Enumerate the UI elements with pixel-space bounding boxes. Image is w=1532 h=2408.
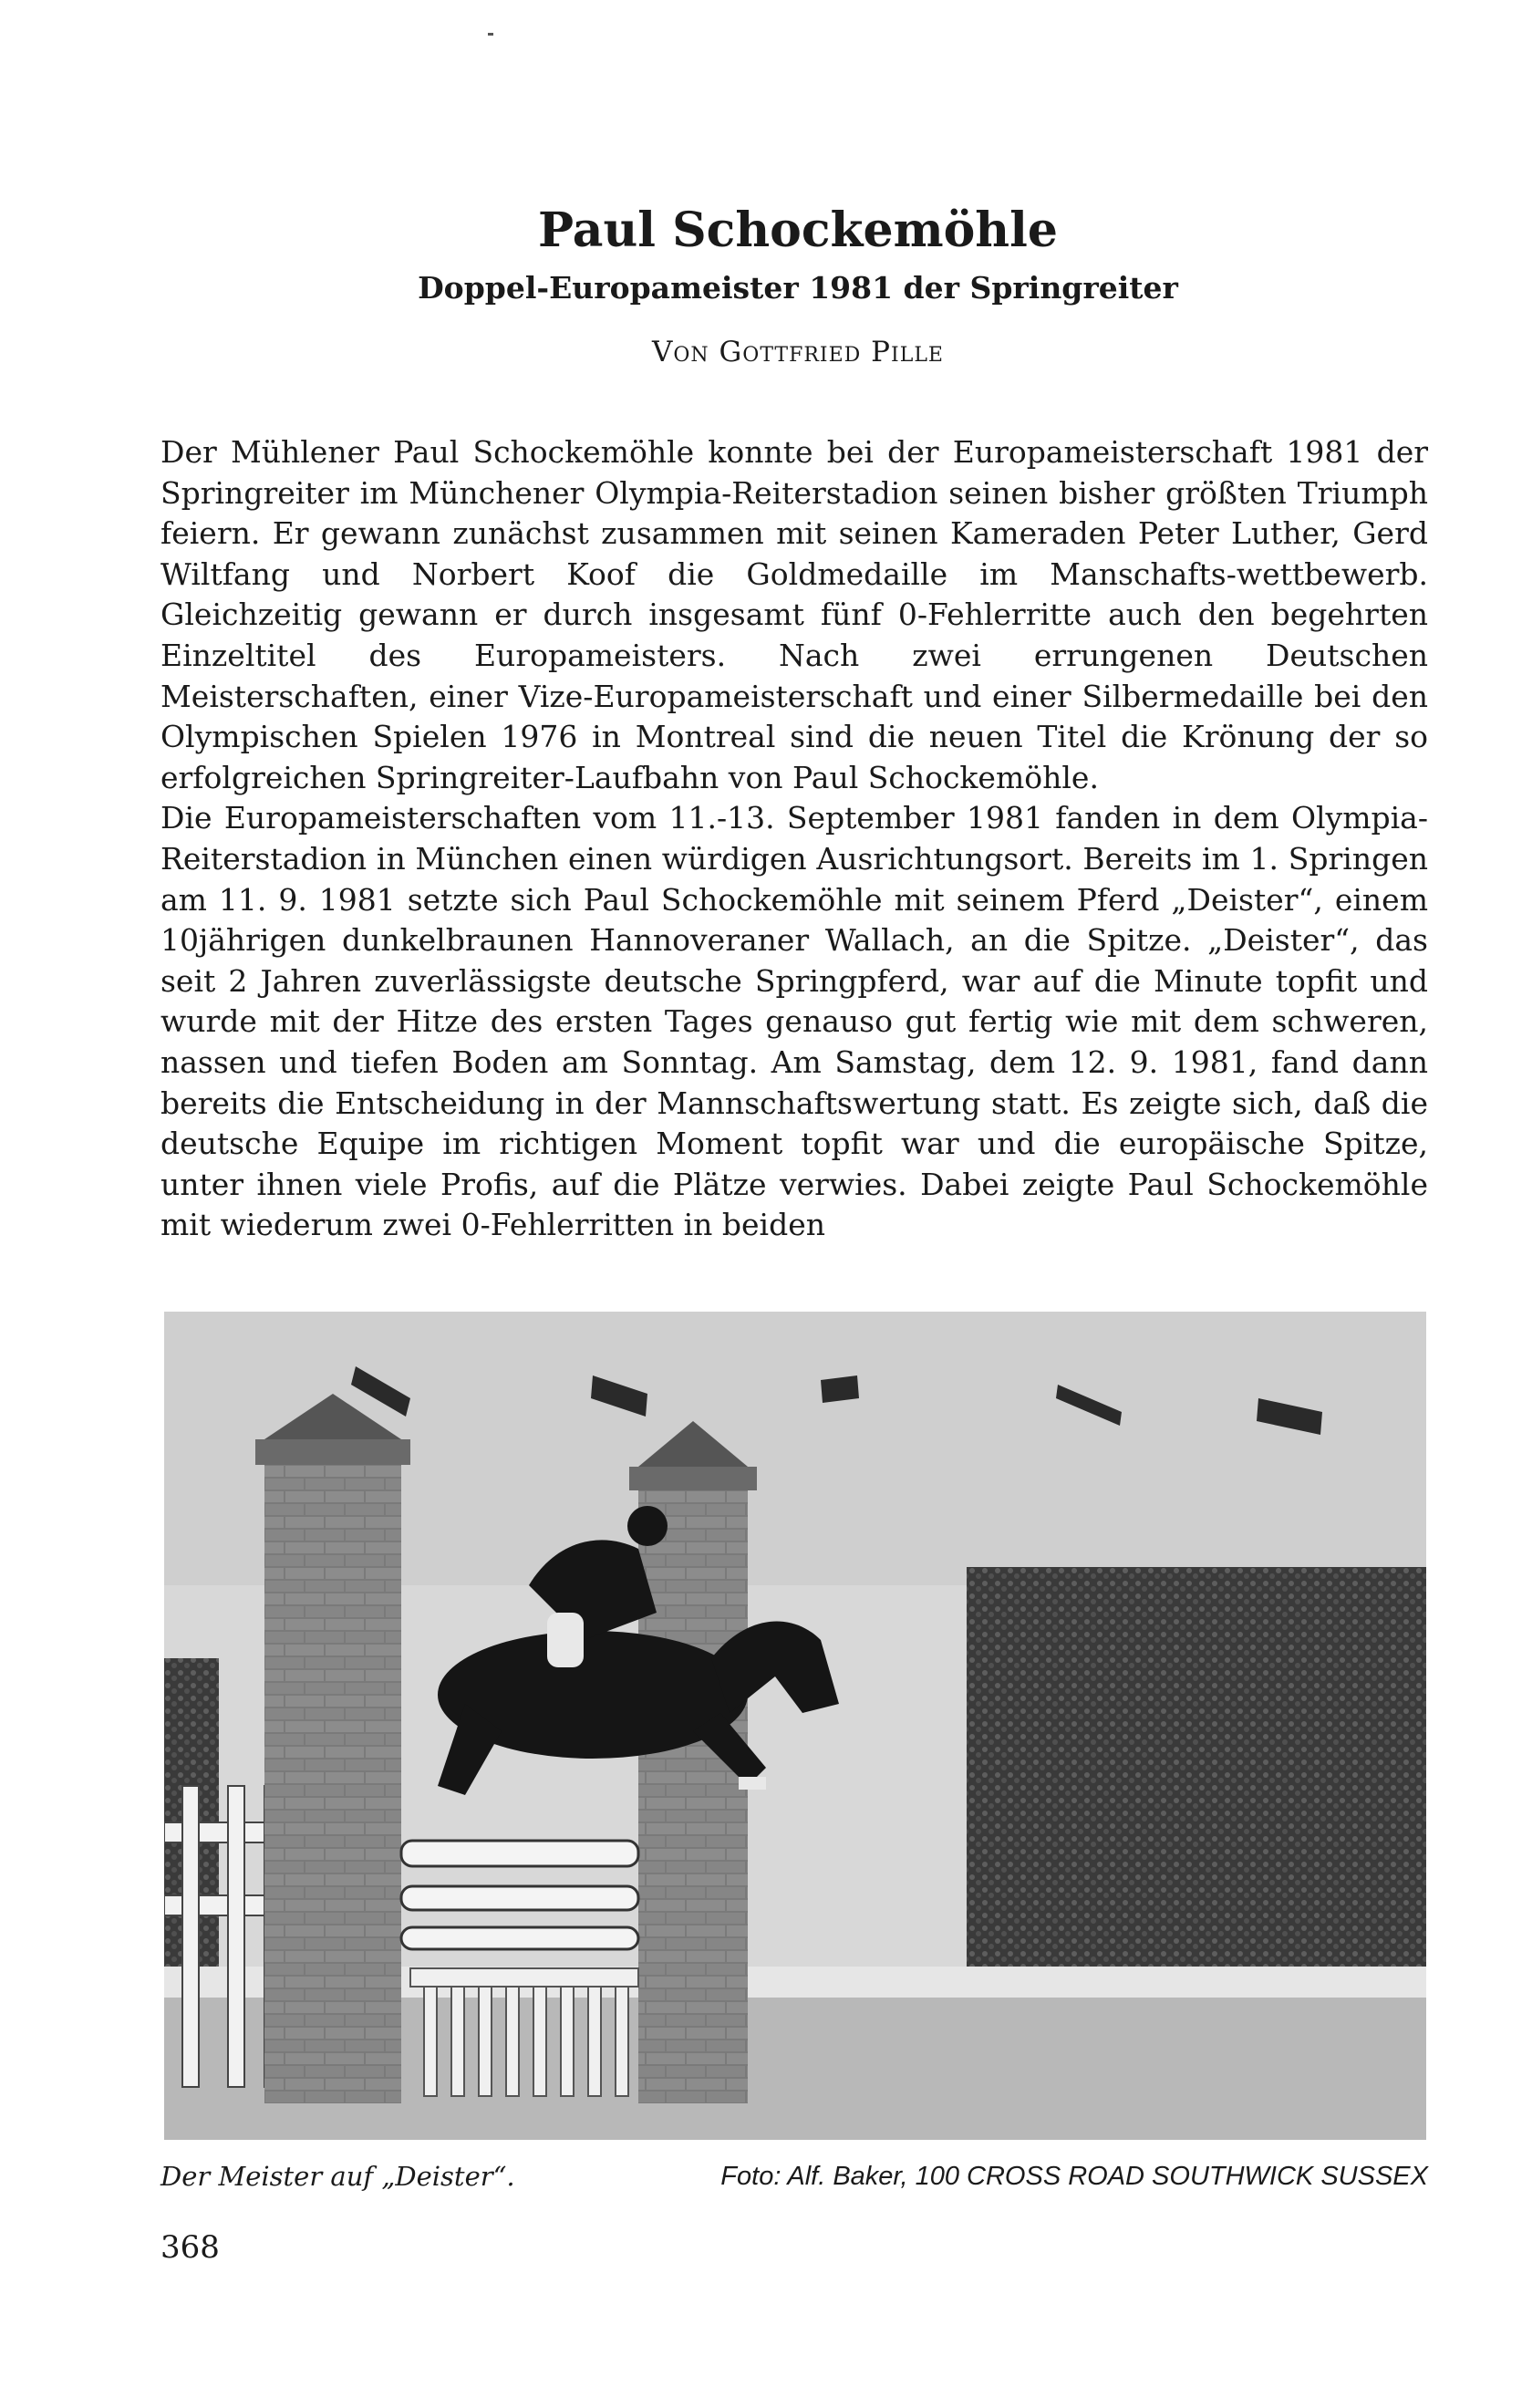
article-byline: Von Gottfried Pille xyxy=(652,336,944,368)
body-paragraph: Die Europameisterschaften vom 11.-13. September 1981 fanden in dem Olympia-Reiterstadion in München einen würdigen Ausrichtungsort. Bereits im 1. Springen am 11. 9. 1981 setzte sich Paul Schockemöhle mit seinem Pferd „Deister“, einem 10jährigen dunkelbraunen Hannoveraner Wallach, an die Spitze. „Deister“, das seit 2 Jahren zuverlässigste deutsche Springpferd, war auf die Minute topfit und wurde mit der Hitze des ersten Tages genauso gut fertig wie mit dem schweren, nassen und tiefen Boden am Sonntag. Am Samstag, dem 12. 9. 1981, fand dann bereits die Entscheidung in der Mannschaftswertung statt. Es zeigte sich, daß die deutsche Equipe im richtigen Moment topfit war und die europäische Spitze, unter ihnen viele Profis, auf die Plätze verwies. Dabei zeigte Paul Schockemöhle mit wiederum zwei 0-Fehlerritten in beiden xyxy=(160,800,1428,1243)
article-title: Paul Schockemöhle xyxy=(538,202,1058,258)
article-body xyxy=(160,432,1428,1246)
body-paragraph: Der Mühlener Paul Schockemöhle konnte bei der Europameisterschaft 1981 der Springreiter im Münchener Olympia-Reiterstadion seinen bisher größten Triumph feiern. Er gewann zunächst zusammen mit seinen Kameraden Peter Luther, Gerd Wiltfang und Norbert Koof die Goldmedaille im Manschafts-wettbewerb. Gleichzeitig gewann er durch insgesamt fünf 0-Fehlerritte auch den begehrten Einzeltitel des Europameisters. Nach zwei errungenen Deutschen Meisterschaften, einer Vize-Europameisterschaft und einer Silbermedaille bei den Olympischen Spielen 1976 in Montreal sind die neuen Titel die Krönung der so erfolgreichen Springreiter-Laufbahn von Paul Schockemöhle. xyxy=(160,434,1428,795)
figure-caption: Der Meister auf „Deister“. xyxy=(160,2161,515,2192)
show-jumping-photo xyxy=(164,1312,1426,2140)
photo-illustration xyxy=(164,1312,1426,2140)
speck-mark xyxy=(488,33,493,36)
page-number: 368 xyxy=(160,2229,220,2266)
article-subtitle: Doppel-Europameister 1981 der Springreiter xyxy=(418,270,1178,306)
photo-credit: Foto: Alf. Baker, 100 CROSS ROAD SOUTHWICK SUSSEX xyxy=(720,2162,1428,2191)
